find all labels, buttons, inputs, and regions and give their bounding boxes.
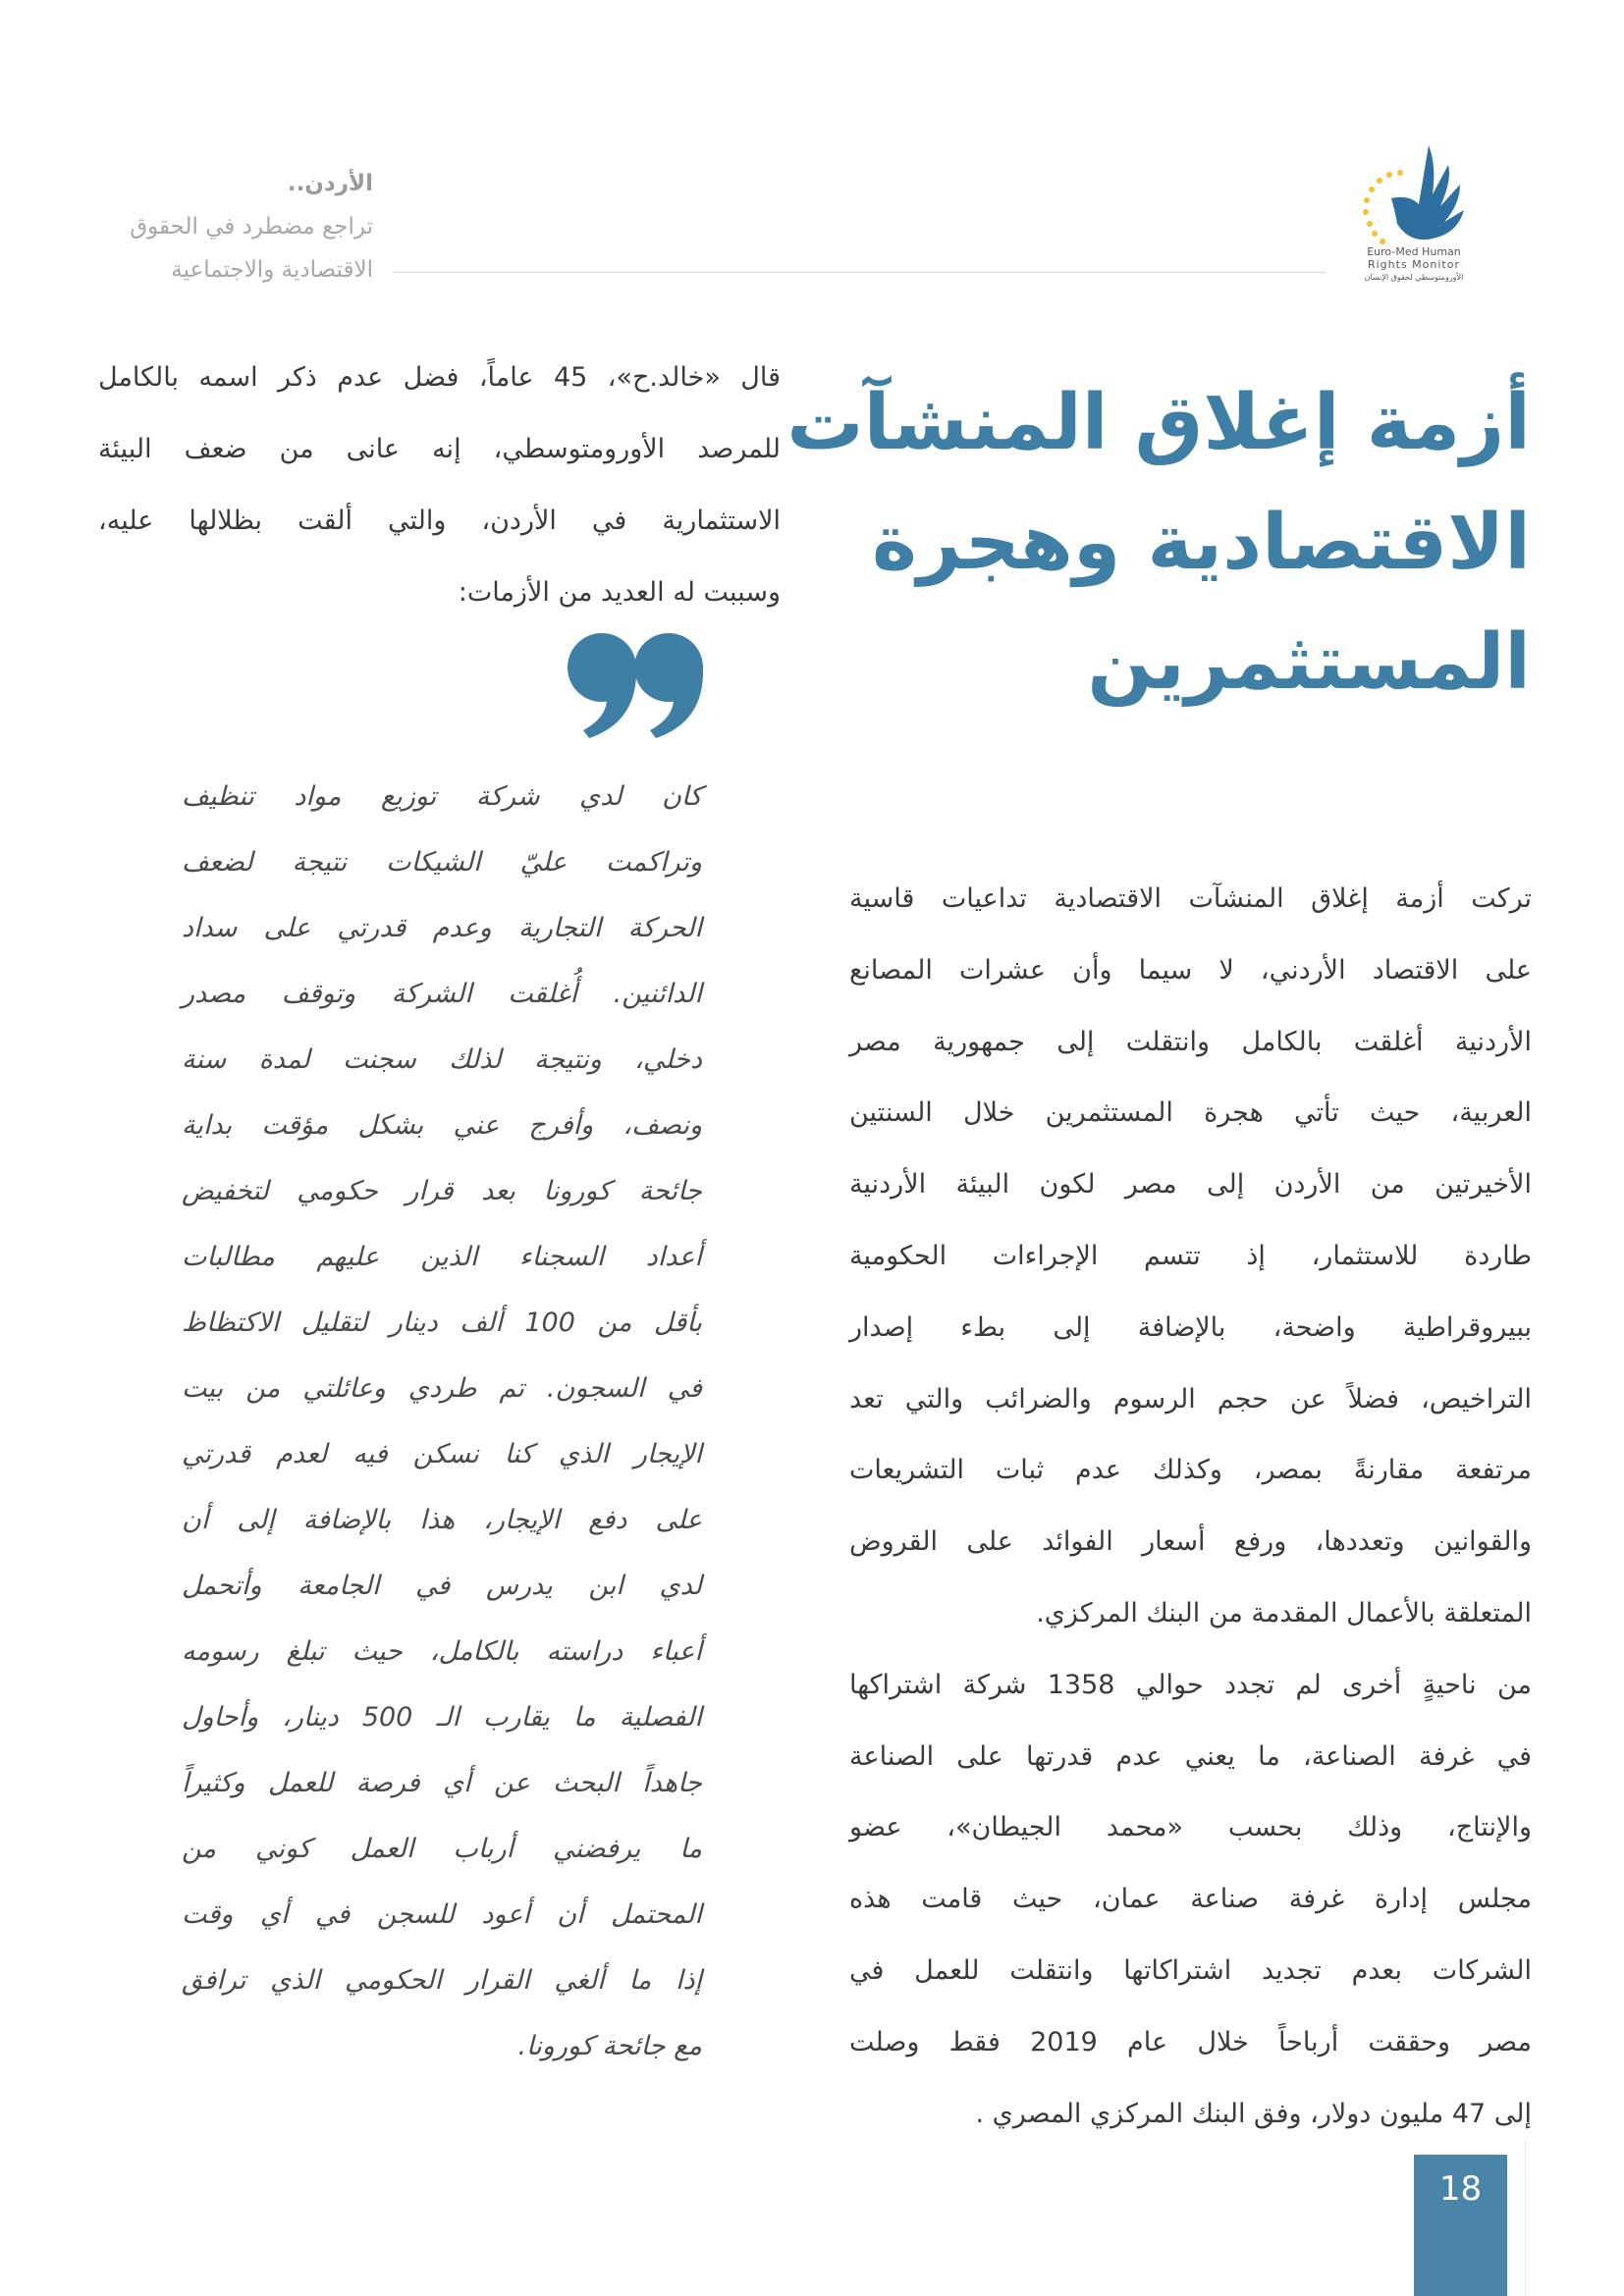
body-line: ببيروقراطية واضحة، بالإضافة إلى بطء إصدار: [849, 1311, 1532, 1343]
quote-line: أعداد السجناء الذين عليهم مطالبات: [182, 1242, 702, 1272]
quote-line: المحتمل أن أعود للسجن في أي وقت: [182, 1899, 702, 1930]
intro-line: وسببت له العديد من الأزمات:: [458, 577, 781, 608]
dove-hand-icon: [1350, 135, 1488, 283]
quote-line: جائحة كورونا بعد قرار حكومي لتخفيض: [182, 1176, 702, 1206]
intro-line: الاستثمارية في الأردن، والتي ألقت بظلالها عليه،: [98, 506, 781, 536]
title-line: المستثمرين: [1087, 618, 1531, 707]
logo-text-en: Rights Monitor: [1367, 258, 1461, 271]
header-divider: [393, 272, 1326, 273]
title-line: الاقتصادية وهجرة: [872, 499, 1531, 587]
logo-text-en: Euro-Med Human: [1367, 245, 1461, 258]
quote-line: على دفع الإيجار، هذا بالإضافة إلى أن: [182, 1505, 702, 1535]
testimony-quote: [182, 764, 702, 2079]
header-subtitle-line: تراجع مضطرد في الحقوق: [130, 214, 373, 240]
body-line: الشركات بعدم تجديد اشتراكاتها وانتقلت للعمل في: [849, 1954, 1532, 1986]
body-line: مجلس إدارة غرفة صناعة عمان، حيث قامت هذه: [849, 1884, 1532, 1915]
quote-line: إذا ما ألغي القرار الحكومي الذي ترافق: [182, 1965, 702, 1996]
quote-line: ونصف، وأفرج عني بشكل مؤقت بداية: [182, 1110, 702, 1141]
quote-line: الدائنين. أُغلقت الشركة وتوقف مصدر: [182, 979, 702, 1009]
quote-line: الفصلية ما يقارب الـ 500 دينار، وأحاول: [182, 1702, 702, 1733]
logo-text-ar: الأورومتوسطي لحقوق الإنسان: [1364, 273, 1464, 282]
body-line: مصر وحققت أرباحاً خلال عام 2019 فقط وصلت: [849, 2026, 1532, 2057]
quote-line: جاهداً البحث عن أي فرصة للعمل وكثيراً: [182, 1768, 702, 1798]
body-line: والإنتاج، وذلك بحسب «محمد الجيطان»، عضو: [849, 1812, 1532, 1843]
footer-divider: [1525, 2140, 1526, 2296]
body-line: على الاقتصاد الأردني، لا سيما وأن عشرات المصانع: [849, 954, 1532, 986]
quote-line: لدي ابن يدرس في الجامعة وأتحمل: [182, 1571, 702, 1601]
body-line: من ناحيةٍ أخرى لم تجدد حوالي 1358 شركة اشتراكها: [849, 1669, 1532, 1700]
intro-line: قال «خالد.ح»، 45 عاماً، فضل عدم ذكر اسمه بالكامل: [98, 362, 781, 393]
body-line: والقوانين وتعددها، ورفع أسعار الفوائد على القروض: [849, 1526, 1532, 1558]
page-number: 18: [1414, 2155, 1507, 2296]
article-title: [745, 363, 1531, 722]
quote-mark-icon: [568, 628, 705, 741]
body-line: في غرفة الصناعة، ما يعني عدم قدرتها على الصناعة: [849, 1740, 1532, 1772]
body-line: طاردة للاستثمار، إذ تتسم الإجراءات الحكومية: [849, 1240, 1532, 1271]
quote-line: مع جائحة كورونا.: [517, 2031, 702, 2061]
quote-line: الإيجار الذي كنا نسكن فيه لعدم قدرتي: [182, 1439, 702, 1469]
running-header: [98, 162, 373, 292]
quote-line: وتراكمت عليّ الشيكات نتيجة لضعف: [182, 847, 702, 878]
quote-line: بأقل من 100 ألف دينار لتقليل الاكتظاظ: [182, 1308, 702, 1338]
body-line: الأخيرتين من الأردن إلى مصر لكون البيئة الأردنية: [849, 1169, 1532, 1201]
euro-med-logo: [1350, 135, 1488, 283]
body-line: إلى 47 مليون دولار، وفق البنك المركزي المصري .: [975, 2098, 1532, 2129]
header-section-title: الأردن..: [287, 171, 373, 196]
body-line: المتعلقة بالأعمال المقدمة من البنك المركزي.: [1036, 1597, 1532, 1629]
title-line: أزمة إغلاق المنشآت: [786, 379, 1531, 467]
quote-line: في السجون. تم طردي وعائلتي من بيت: [182, 1373, 702, 1404]
quote-line: الحركة التجارية وعدم قدرتي على سداد: [182, 913, 702, 943]
intro-paragraph: [98, 342, 781, 628]
header-subtitle-line: الاقتصادية والاجتماعية: [171, 257, 373, 283]
body-line: التراخيص، فضلاً عن حجم الرسوم والضرائب والتي تعد: [849, 1383, 1532, 1415]
intro-line: للمرصد الأورومتوسطي، إنه عانى من ضعف البيئة: [98, 434, 781, 464]
body-line: مرتفعة مقارنةً بمصر، وكذلك عدم ثبات التشريعات: [849, 1455, 1532, 1486]
quote-line: دخلي، ونتيجة لذلك سجنت لمدة سنة: [182, 1044, 702, 1075]
quote-line: أعباء دراسته بالكامل، حيث تبلغ رسومه: [182, 1636, 702, 1667]
body-line: العربية، حيث تأتي هجرة المستثمرين خلال السنتين: [849, 1097, 1532, 1129]
quote-line: ما يرفضني أرباب العمل كوني من: [182, 1834, 702, 1864]
quote-line: كان لدي شركة توزيع مواد تنظيف: [182, 781, 702, 812]
body-line: تركت أزمة إغلاق المنشآت الاقتصادية تداعيات قاسية: [849, 883, 1532, 914]
body-column: [849, 864, 1532, 2150]
body-line: الأردنية أغلقت بالكامل وانتقلت إلى جمهورية مصر: [849, 1026, 1532, 1057]
